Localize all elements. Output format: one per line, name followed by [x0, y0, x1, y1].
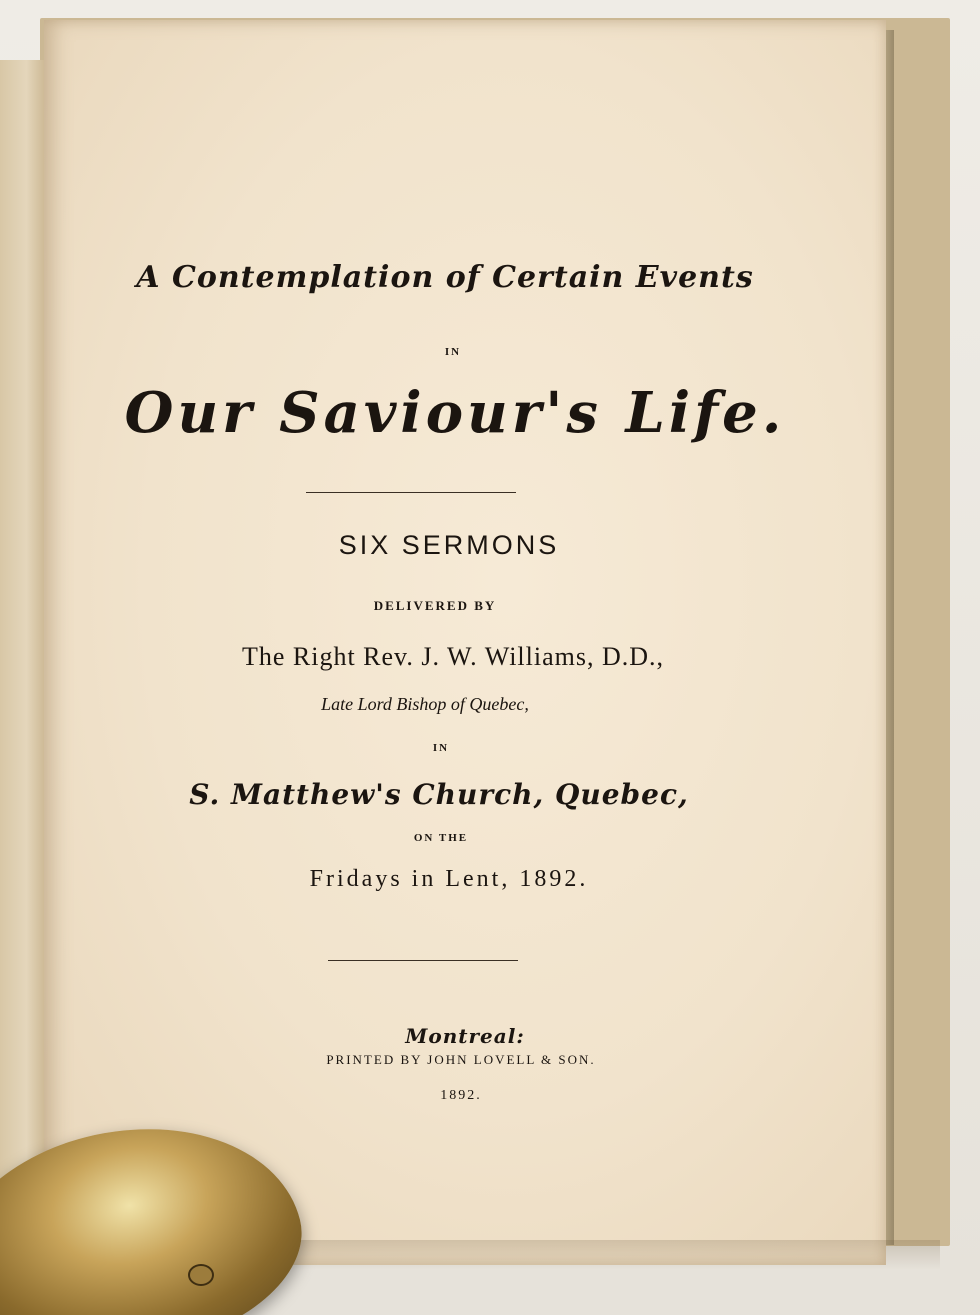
- title-page: [44, 20, 886, 1265]
- heading-line: A Contemplation of Certain Events: [136, 260, 754, 295]
- occasion: Fridays in Lent, 1892.: [309, 866, 589, 892]
- on-the: ON THE: [413, 832, 469, 844]
- delivered-by: DELIVERED BY: [373, 598, 497, 613]
- connector-in-2: IN: [432, 742, 450, 754]
- top-rule: [306, 492, 516, 493]
- author: The Right Rev. J. W. Williams, D.D.,: [241, 642, 665, 671]
- year: 1892.: [440, 1088, 482, 1103]
- rivet-icon: [188, 1264, 214, 1286]
- church: S. Matthew's Church, Quebec,: [189, 778, 689, 811]
- subtitle: SIX SERMONS: [338, 530, 560, 560]
- main-title: Our Saviour's Life.: [124, 380, 786, 446]
- bottom-rule: [328, 960, 518, 961]
- printer: PRINTED BY JOHN LOVELL & SON.: [326, 1052, 596, 1067]
- place: Montreal:: [405, 1024, 525, 1048]
- connector-in-1: IN: [444, 346, 462, 358]
- author-role: Late Lord Bishop of Quebec,: [321, 694, 529, 714]
